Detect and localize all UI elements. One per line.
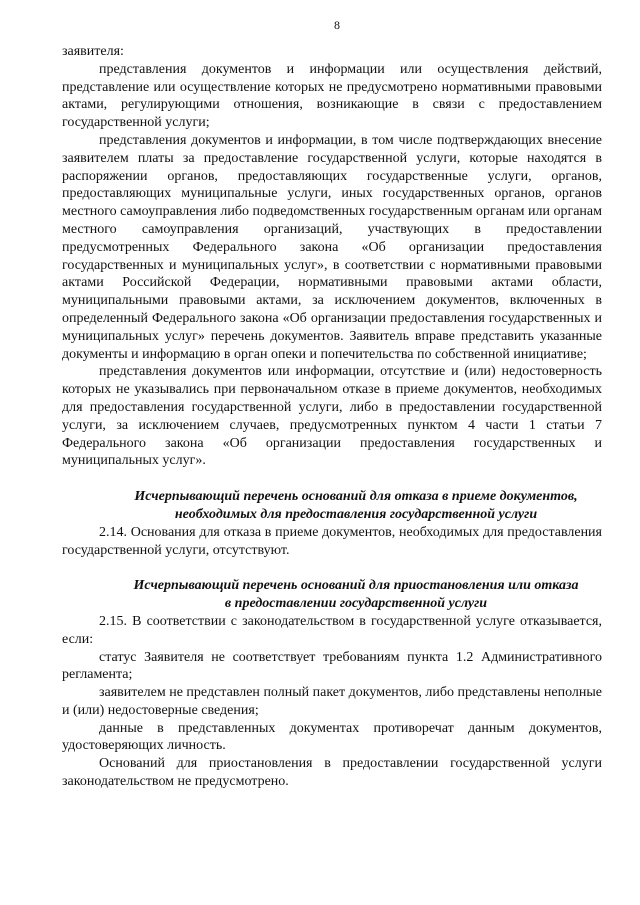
paragraph-applicant: заявителя: (62, 44, 124, 59)
section-2-15-heading-line1: Исчерпывающий перечень оснований для приостановления или отказа (133, 578, 579, 594)
paragraph-item-3: представления документов или информации, отсутствие и (или) недостоверность которых не указывались при первоначальном отказе в приеме документов, необходимых для предоставления государственной услуги, либо в предоставлении государственной услуги, за исключением случаев, предусмотренных пунктом 4 части 1 статьи 7 Федерального закона «Об организации предоставления государственных и муниципальных услуг». (62, 364, 602, 469)
document-page (62, 18, 602, 791)
section-spacer (62, 470, 602, 488)
paragraph-item-2: представления документов и информации, в том числе подтверждающих внесение заявителем платы за предоставление государственной услуги, которые находятся в распоряжении органов, предоставляющих государственные услуги, органов, предоставляющих муниципальные услуги, иных государственных органов, органов местного самоуправления либо подведомственных государственным органам или органам местного самоуправления организаций, участвующих в предоставлении предусмотренных Федерального закона «Об организации предоставления государственных и муниципальных услуг», в соответствии с нормативными правовыми актами Российской Федерации, нормативными правовыми актами области, муниципальными правовыми актами, за исключением документов, включенных в определенный Федерального закона «Об организации предоставления государственных и муниципальных услуг» перечень документов. Заявитель вправе представить указанные документы и информацию в орган опеки и попечительства по собственной инициативе; (62, 132, 602, 362)
section-2-14-text: 2.14. Основания для отказа в приеме документов, необходимых для предоставления государственной услуги, отсутствуют. (62, 524, 602, 558)
section-2-15-paragraph-4: данные в представленных документах противоречат данным документов, удостоверяющих личность. (62, 720, 602, 754)
section-2-14-heading-line2: необходимых для предоставления государственной услуги (174, 506, 538, 522)
section-2-14 (62, 488, 602, 559)
section-2-15 (62, 577, 602, 791)
section-2-15-paragraph-5: Оснований для приостановления в предоставлении государственной услуги законодательством не предусмотрено. (62, 756, 602, 790)
section-2-15-paragraph-3: заявителем не представлен полный пакет документов, либо представлены неполные и (или) недостоверные сведения; (62, 685, 602, 718)
section-spacer (62, 559, 602, 577)
section-2-14-heading-line1: Исчерпывающий перечень оснований для отказа в приеме документов, (134, 489, 578, 505)
section-2-15-paragraph-2: статус Заявителя не соответствует требованиям пункта 1.2 Административного регламента; (62, 649, 602, 683)
section-2-15-paragraph-1: 2.15. В соответствии с законодательством в государственной услуге отказывается, если: (62, 613, 602, 647)
page-number: 8 (334, 18, 340, 32)
paragraph-item-1: представления документов и информации или осуществления действий, представление или осуществление которых не предусмотрено нормативными правовыми актами, регулирующими отношения, возникающие в связи с предоставлением государственной услуги; (62, 61, 602, 131)
section-2-15-heading-line2: в предоставлении государственной услуги (224, 596, 488, 612)
